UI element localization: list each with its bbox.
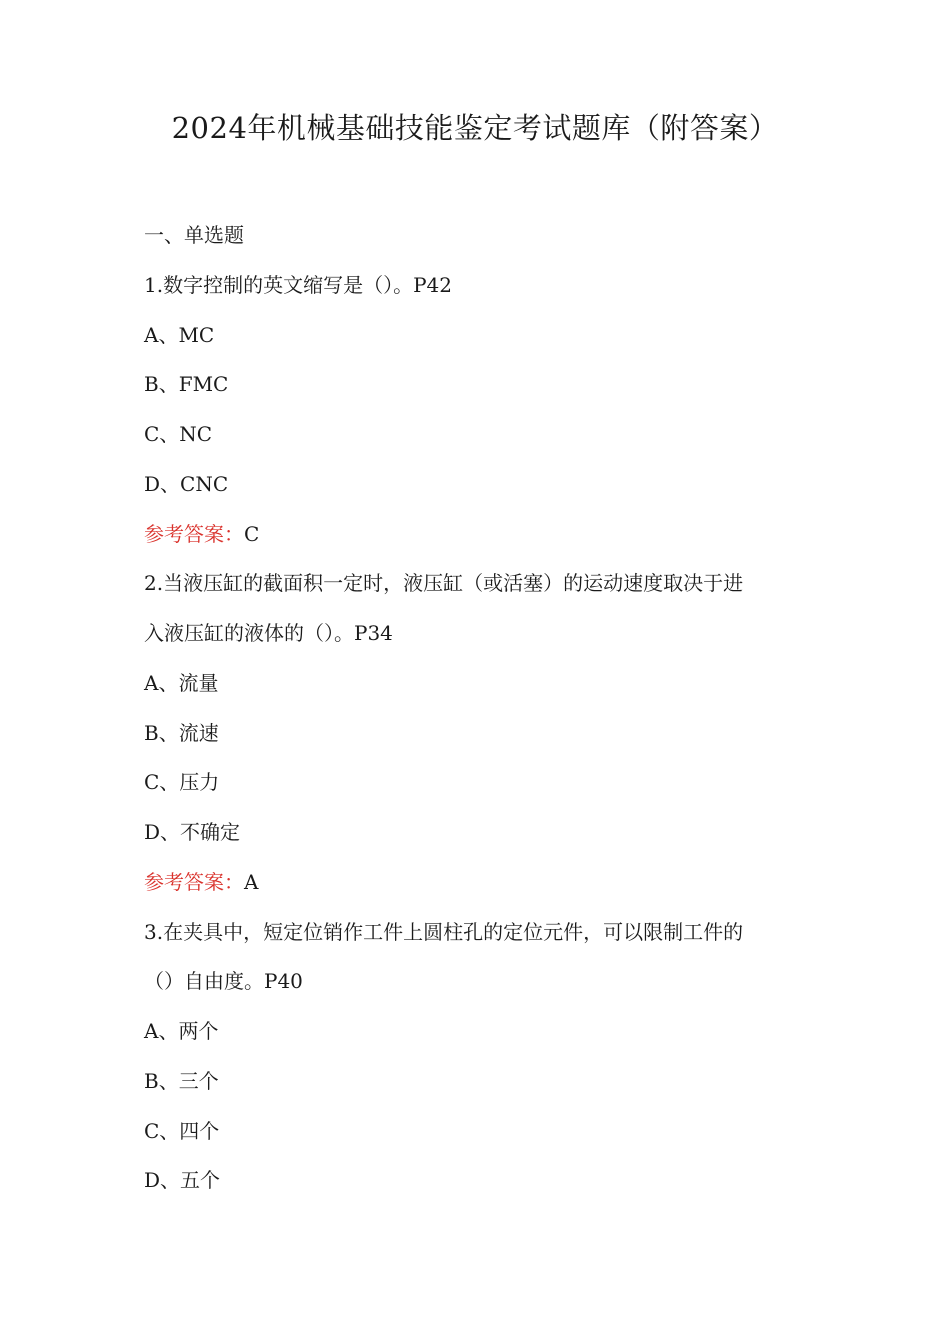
question-1-answer bbox=[144, 519, 259, 549]
question-3-option-a: A、两个 bbox=[144, 1019, 219, 1043]
answer-value: A bbox=[244, 870, 259, 894]
question-2-answer bbox=[144, 867, 258, 897]
question-1-option-c: C、NC bbox=[144, 422, 213, 446]
question-2-option-b: B、流速 bbox=[144, 721, 219, 745]
question-3-option-b: B、三个 bbox=[144, 1069, 219, 1093]
section-heading: 一、单选题 bbox=[144, 223, 244, 247]
answer-label: 参考答案： bbox=[144, 522, 244, 546]
question-2-stem-line-1: 2.当液压缸的截面积一定时，液压缸（或活塞）的运动速度取决于进 bbox=[144, 571, 744, 595]
document-title: 2024年机械基础技能鉴定考试题库（附答案） bbox=[171, 111, 779, 145]
question-2-option-c: C、压力 bbox=[144, 770, 220, 794]
question-1-option-a: A、MC bbox=[144, 323, 215, 347]
question-3-option-c: C、四个 bbox=[144, 1119, 220, 1143]
question-3-option-d: D、五个 bbox=[144, 1168, 221, 1192]
answer-label: 参考答案： bbox=[144, 870, 244, 894]
question-2-option-d: D、不确定 bbox=[144, 820, 241, 844]
answer-value: C bbox=[244, 522, 260, 546]
question-1-option-d: D、CNC bbox=[144, 472, 229, 496]
question-2-option-a: A、流量 bbox=[144, 671, 219, 695]
question-2-stem-line-2: 入液压缸的液体的（）。P34 bbox=[144, 621, 393, 645]
question-1-option-b: B、FMC bbox=[144, 372, 229, 396]
question-3-stem-line-2: （）自由度。P40 bbox=[144, 969, 303, 993]
question-1-stem: 1.数字控制的英文缩写是（）。P42 bbox=[144, 273, 452, 297]
question-3-stem-line-1: 3.在夹具中，短定位销作工件上圆柱孔的定位元件，可以限制工件的 bbox=[144, 920, 744, 944]
